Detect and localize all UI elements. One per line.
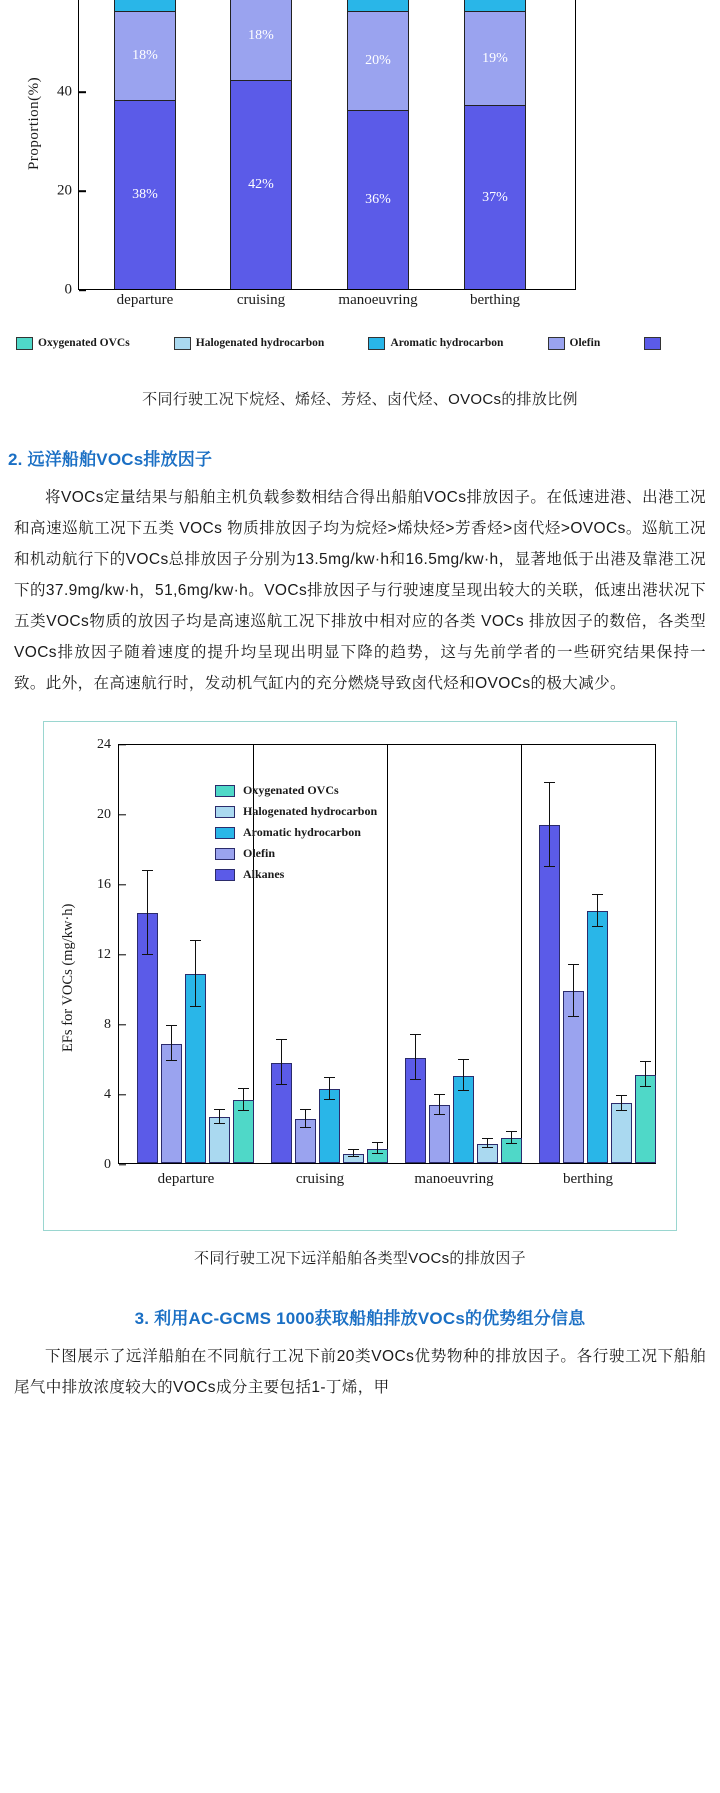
chart1-xlabel-berthing: berthing (470, 292, 520, 308)
legend-swatch-icon-aromatic-2 (215, 827, 235, 839)
chart1-seg-olefin-departure: 18% (114, 11, 176, 100)
chart2-bar-berthing-aromatic (587, 911, 608, 1163)
chart1-seg-olefin-manoeuvring: 20% (347, 11, 409, 110)
legend-swatch-icon-olefin (548, 337, 565, 350)
chart2-legend-label-1: Olefin (243, 846, 275, 860)
legend-swatch-icon-aromatic (368, 337, 385, 350)
section-paragraph-2: 将VOCs定量结果与船舶主机负载参数相结合得出船舶VOCs排放因子。在低速进港、出港工况和高速巡航工况下五类 VOCs 物质排放因子均为烷烃>烯炔烃>芳香烃>卤代烃>OVOCs。巡航工况和机动航行下的VOCs总排放因子分别为13.5mg/kw·h和16.5mg/kw·h，显著地低于出港及靠港工况下的37.9mg/kw·h，51,6mg/kw·h。VOCs排放因子与行驶速度呈现出较大的关联，低速出港状况下五类VOCs物质的放因子均是高速巡航工况下排放中相对应的各类 VOCs 排放因子的数倍，各类型VOCs排放因子随着速度的提升均呈现出明显下降的趋势，这与先前学者的一些研究结果保持一致。此外，在高速航行时，发动机气缸内的充分燃烧导致卤代烃和OVOCs的极大减少。 (14, 489, 706, 692)
chart2-caption: 不同行驶工况下远洋船舶各类型VOCs的排放因子 (194, 1250, 526, 1267)
chart2-bar-berthing-alkanes (539, 825, 560, 1163)
chart2-bar-berthing-oxygenated (635, 1075, 656, 1163)
chart2-bar-cruising-aromatic (319, 1089, 340, 1163)
chart2-ytick-16: 16 (97, 877, 111, 892)
chart2-legend (215, 783, 377, 882)
legend-swatch-icon-halogenated-2 (215, 806, 235, 818)
chart2-xlabel-cruising: cruising (295, 1171, 345, 1187)
chart1-plot-area (57, 0, 576, 308)
legend-swatch-icon-oxygenated (16, 337, 33, 350)
chart2-legend-item-oxygenated (215, 783, 377, 798)
chart1-seg-aromatic-departure (114, 0, 176, 11)
chart2-xlabel-departure: departure (157, 1171, 215, 1187)
chart2-legend-label-4: Oxygenated OVCs (243, 783, 339, 797)
chart1-seg-aromatic-manoeuvring (347, 0, 409, 11)
legend-swatch-icon-alkanes (644, 337, 661, 350)
chart2-bar-berthing-halogenated (611, 1103, 632, 1163)
chart1-legend-item-oxygenated (16, 337, 130, 350)
section-heading-3: 3. 利用AC-GCMS 1000获取船舶排放VOCs的优势组分信息 (134, 1309, 586, 1328)
chart2-ytick-12: 12 (97, 947, 111, 962)
chart2-legend-item-alkanes (215, 867, 377, 882)
chart1-legend-label-1: Halogenated hydrocarbon (195, 337, 325, 349)
chart1-legend-item-olefin (548, 337, 601, 350)
chart2-legend-label-2: Aromatic hydrocarbon (243, 825, 361, 839)
chart1-xlabel-departure: departure (116, 292, 174, 308)
chart1-legend-label-0: Oxygenated OVCs (38, 337, 130, 349)
chart1-bar-departure (114, 0, 176, 289)
chart2-legend-item-aromatic (215, 825, 377, 840)
chart1-legend-item-halogenated (174, 337, 325, 350)
chart2-y-axis-label: EFs for VOCs (mg/kw·h) (60, 903, 76, 1052)
chart1-ytick-20: 20 (57, 182, 72, 199)
chart1-ytick-60 (57, 0, 72, 2)
legend-swatch-icon-olefin-2 (215, 848, 235, 860)
section-heading-2: 2. 远洋船舶VOCs排放因子 (8, 450, 213, 469)
chart1-xlabel-cruising: cruising (236, 292, 286, 308)
legend-swatch-icon-halogenated (174, 337, 191, 350)
chart1-legend-item-aromatic (368, 337, 503, 350)
chart2-ytick-0: 0 (104, 1157, 111, 1172)
chart2-ytick-24: 24 (97, 737, 111, 752)
chart1-bar-manoeuvring (347, 0, 409, 289)
chart2-legend-label-0: Alkanes (243, 867, 285, 881)
emission-factor-chart (43, 721, 677, 1231)
chart1-xlabel-manoeuvring: manoeuvring (338, 292, 418, 308)
chart1-legend-item-alkanes (644, 337, 706, 350)
chart1-ytick-0: 0 (64, 281, 72, 298)
section-paragraph-3: 下图展示了远洋船舶在不同航行工况下前20类VOCs优势物种的排放因子。各行驶工况下船舶尾气中排放浓度较大的VOCs成分主要包括1-丁烯，甲 (14, 1348, 706, 1396)
chart1-legend-label-3: Olefin (569, 337, 601, 349)
chart1-caption: 不同行驶工况下烷烃、烯烃、芳烃、卤代烃、OVOCs的排放比例 (142, 391, 578, 408)
chart2-ytick-4: 4 (104, 1087, 111, 1102)
chart1-seg-olefin-berthing: 19% (464, 11, 526, 105)
legend-swatch-icon-oxygenated-2 (215, 785, 235, 797)
chart1-seg-olefin-cruising: 18% (230, 0, 292, 80)
chart1-legend-label-2: Aromatic hydrocarbon (390, 337, 504, 349)
chart2-ytick-8: 8 (104, 1017, 111, 1032)
chart2-xlabel-berthing: berthing (563, 1171, 613, 1187)
chart1-ytick-40: 40 (57, 83, 72, 100)
chart2-plot-area (97, 737, 656, 1187)
chart1-seg-aromatic-berthing (464, 0, 526, 11)
chart1-bar-cruising (230, 0, 292, 289)
chart2-xlabel-manoeuvring: manoeuvring (414, 1171, 494, 1187)
chart2-legend-label-3: Halogenated hydrocarbon (243, 804, 378, 818)
chart2-legend-item-halogenated (215, 804, 377, 819)
chart2-legend-item-olefin (215, 846, 377, 861)
chart2-bar-departure-olefin (161, 1044, 182, 1163)
chart1-legend-label-4: Alkanes (666, 337, 706, 349)
chart1-seg-alkanes-cruising: 42% (230, 80, 292, 289)
legend-swatch-icon-alkanes-2 (215, 869, 235, 881)
chart1-seg-alkanes-berthing: 37% (464, 105, 526, 289)
chart1-bar-berthing (464, 0, 526, 289)
chart1-legend (10, 332, 712, 354)
chart1-seg-alkanes-manoeuvring: 36% (347, 110, 409, 289)
stacked-proportion-chart (0, 0, 720, 372)
chart1-seg-alkanes-departure: 38% (114, 100, 176, 289)
chart1-y-axis-label: Proportion(%) (26, 76, 42, 170)
chart2-ytick-20: 20 (97, 807, 111, 822)
